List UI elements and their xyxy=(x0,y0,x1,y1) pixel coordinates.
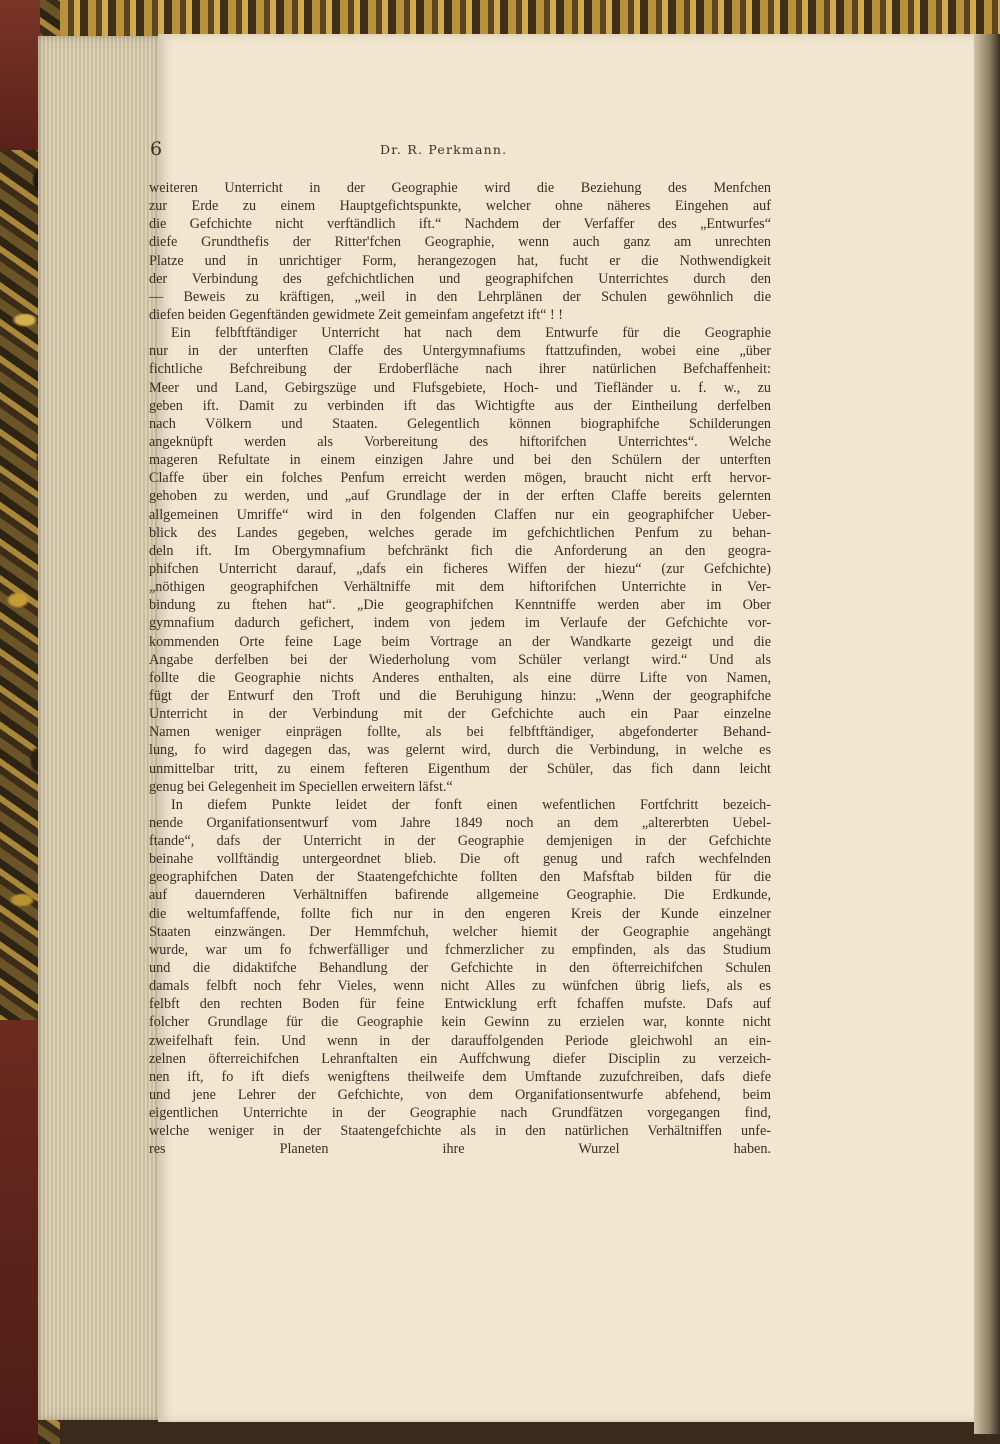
text-line: geographifchen Daten der Staatengefchichte follten den Mafsftab bilden für die xyxy=(149,869,771,886)
page-number: 6 xyxy=(150,138,163,160)
page-gutter xyxy=(974,34,1000,1434)
text-line: geben ift. Damit zu verbinden ift das Wichtigfte aus der Eintheilung derfelben xyxy=(149,397,771,414)
text-line: blick des Landes gegeben, welches gerade im gefchichtlichen Penfum zu behan- xyxy=(149,524,771,541)
text-line: der Verbindung des gefchichtlichen und geographifchen Unterrichtes durch den xyxy=(149,270,771,287)
text-line: phifchen Unterricht darauf, „dafs ein ficheres Wiffen der hiezu“ (zur Gefchichte) xyxy=(149,560,771,577)
text-line: folcher Grundlage für die Geographie kein Gewinn zu erzielen war, konnte nicht xyxy=(149,1014,771,1031)
text-line: In diefem Punkte leidet der fonft einen wefentlichen Fortfchritt bezeich- xyxy=(171,796,771,813)
text-line: kommenden Orte feine Lage beim Vortrage an der Wandkarte gezeigt und die xyxy=(149,633,771,650)
text-line: mageren Refultate in einem einzigen Jahre und bei den Schülern der unterften xyxy=(149,452,771,469)
text-line: allgemeinen Umriffe“ wird in den folgenden Claffen nur ein geographifcher Ueber- xyxy=(149,506,771,523)
text-line: Ein felbftftändiger Unterricht hat nach dem Entwurfe für die Geographie xyxy=(171,325,771,342)
text-line: Meer und Land, Gebirgszüge und Flufsgebiete, Hoch- und Tiefländer u. f. w., zu xyxy=(149,379,771,396)
text-line: Platze und in unrichtiger Form, herangezogen hat, fucht er die Nothwendigkeit xyxy=(149,252,771,269)
text-line: unmittelbar tritt, zu einem fefteren Eigenthum der Schüler, das fich dann leicht xyxy=(149,760,771,777)
page-block-edges xyxy=(38,36,163,1420)
text-line: eigentlichen Unterrichte in der Geographie nach Grundfätzen vorgegangen find, xyxy=(149,1105,771,1122)
text-line: nur in der unterften Claffe des Untergymnafiums ftattzufinden, wobei eine „über xyxy=(149,343,771,360)
text-line: Unterricht in der Verbindung mit der Gefchichte auch ein Paar einzelne xyxy=(149,706,771,723)
text-line: beinahe vollftändig untergeordnet blieb. Die oft genug und rafch wechfelnden xyxy=(149,851,771,868)
text-line: zelnen öfterreichifchen Lehranftalten ein Auffchwung diefer Disciplin zu verzeich- xyxy=(149,1050,771,1067)
text-line: deln ift. Im Obergymnafium befchränkt fich die Anforderung an den geogra- xyxy=(149,542,771,559)
text-line: gymnafium dadurch gefichert, indem von jedem im Verlaufe der Gefchichte vor- xyxy=(149,615,771,632)
text-line: welche weniger in der Staatengefchichte als in den natürlichen Verhältniffen unfe- xyxy=(149,1123,771,1140)
text-line: zur Erde zu einem Hauptgefichtspunkte, welcher ohne näheres Eingehen auf xyxy=(149,198,771,215)
text-line: angeknüpft werden als Vorbereitung des hiftorifchen Unterrichtes“. Welche xyxy=(149,433,771,450)
text-line: follte die Geographie nichts Anderes enthalten, als eine dürre Lifte von Namen, xyxy=(149,669,771,686)
text-line: Angabe derfelben bei der Wiederholung vom Schüler verlangt wird.“ Und als xyxy=(149,651,771,668)
text-line: lung, fo wird dagegen das, was gelernt wird, durch die Verbindung, in welche es xyxy=(149,742,771,759)
text-line: wurde, war um fo fchwerfälliger und fchmerzlicher zu empfinden, als das Studium xyxy=(149,941,771,958)
text-line: und die didaktifche Behandlung der Gefchichte in den öfterreichifchen Schulen xyxy=(149,960,771,977)
text-line: Claffe über ein folches Penfum erreicht werden mögen, braucht nicht erft hervor- xyxy=(149,470,771,487)
text-line: — Beweis zu kräftigen, „weil in den Lehrplänen der Schulen gewöhnlich die xyxy=(149,288,771,305)
text-line: gehoben zu werden, und „auf Grundlage der in der erften Claffe bereits gelernten xyxy=(149,488,771,505)
running-head: Dr. R. Perkmann. xyxy=(380,142,508,157)
text-line: fichtliche Befchreibung der Erdoberfläche nach ihrer natürlichen Befchaffenheit: xyxy=(149,361,771,378)
cover-spine-bottom xyxy=(0,1020,38,1444)
text-line: Namen weniger einprägen follte, als bei felbftftändiger, abgefonderter Behand- xyxy=(149,724,771,741)
text-line: nende Organifationsentwurf vom Jahre 1849 noch an dem „altererbten Uebel- xyxy=(149,814,771,831)
text-line: damals felbft noch fehr Vieles, wenn nicht Alles zu wünfchen übrig liefs, als es xyxy=(149,978,771,995)
text-line: und jene Lehrer der Gefchichte, von dem Organifationsentwurfe abfehend, beim xyxy=(149,1087,771,1104)
text-line: ftande“, dafs der Unterricht in der Geographie demjenigen in der Gefchichte xyxy=(149,833,771,850)
text-line: Staaten einzwängen. Der Hemmfchuh, welcher hiemit der Geographie angehängt xyxy=(149,923,771,940)
text-line: fügt der Entwurf den Troft und die Beruhigung hinzu: „Wenn der geographifche xyxy=(149,687,771,704)
text-line: die Gefchichte nicht verftändlich ift.“ Nachdem der Verfaffer des „Entwurfes“ xyxy=(149,216,771,233)
text-line: die weltumfaffende, follte fich nur in den engeren Kreis der Kunde einzelner xyxy=(149,905,771,922)
text-line: res Planeten ihre Wurzel haben. xyxy=(149,1141,771,1158)
text-line: diefe Grundthefis der Ritter'fchen Geographie, wenn auch ganz am unrechten xyxy=(149,234,771,251)
body-text xyxy=(149,179,771,1159)
text-line: bindung zu ftehen hat“. „Die geographifchen Kenntniffe werden aber im Ober xyxy=(149,597,771,614)
text-line: nach Völkern und Staaten. Gelegentlich können biographifche Schilderungen xyxy=(149,415,771,432)
text-line: „nöthigen geographifchen Verhältniffe mit dem hiftorifchen Unterrichte in Ver- xyxy=(149,579,771,596)
text-line: diefen beiden Gegenftänden gewidmete Zeit gemeinfam angefetzt ift“ ! ! xyxy=(149,306,564,323)
text-line: genug bei Gelegenheit im Speciellen erweitern läfst.“ xyxy=(149,778,453,795)
text-line: zweifelhaft fein. Und wenn in der darauffolgenden Periode gleichwohl an ein- xyxy=(149,1032,771,1049)
text-line: weiteren Unterricht in der Geographie wird die Beziehung des Menfchen xyxy=(149,180,771,196)
text-line: nen ift, fo ift diefs wenigftens theilweife dem Umftande zuzufchreiben, dafs diefe xyxy=(149,1068,771,1085)
cover-spine-top xyxy=(0,0,40,150)
text-line: felbft den rechten Boden für feine Entwicklung erft fchaffen mufste. Dafs auf xyxy=(149,996,771,1013)
text-line: auf dauernderen Verhältniffen bafirende allgemeine Geographie. Die Erdkunde, xyxy=(149,887,771,904)
